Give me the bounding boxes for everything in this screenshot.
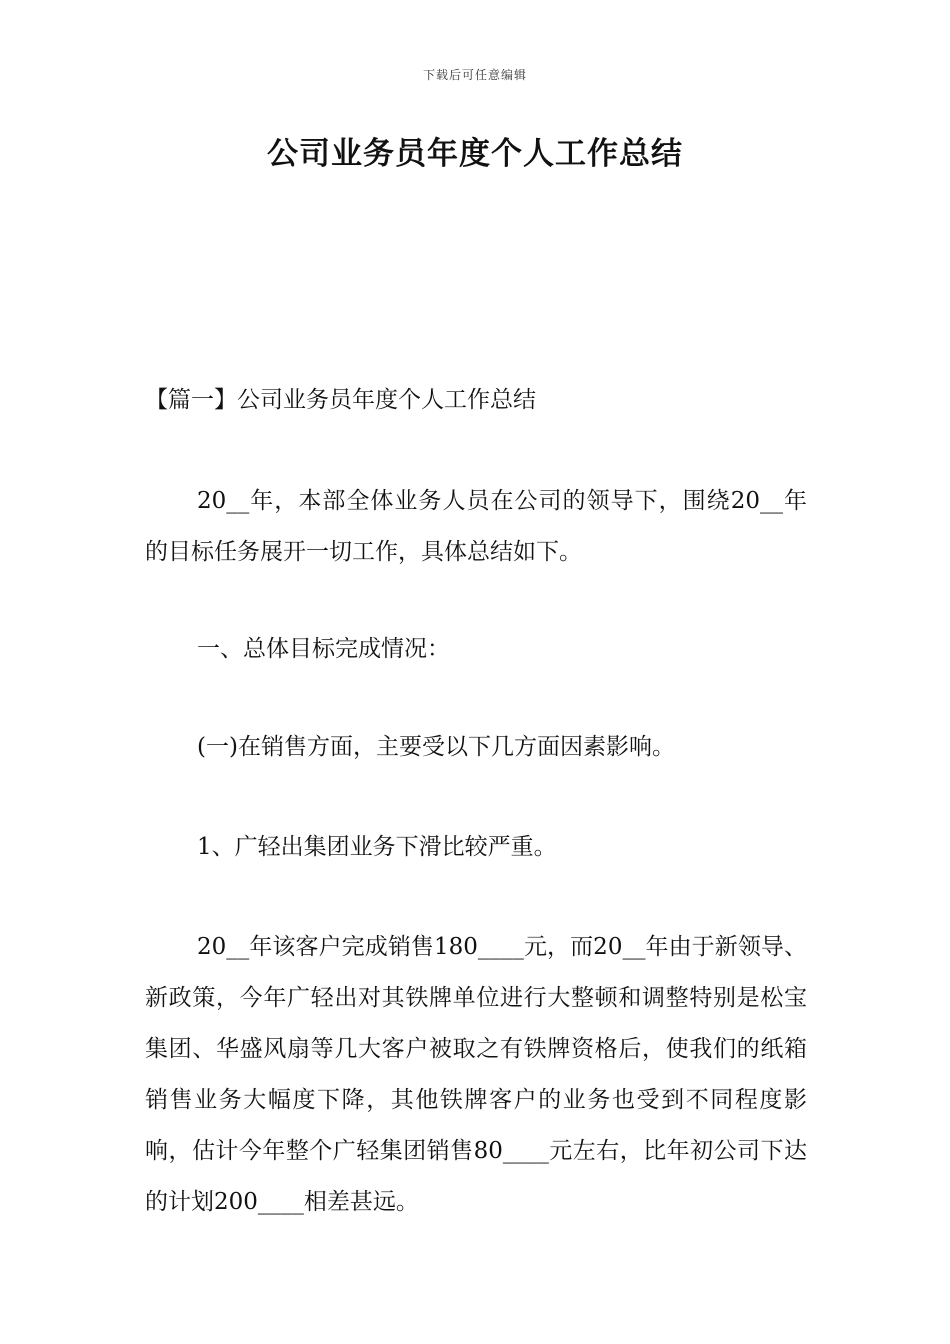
section-heading: 【篇一】公司业务员年度个人工作总结 xyxy=(145,387,536,413)
paragraph-text: 20__年该客户完成销售180____元，而20__年由于新领导、新政策，今年广轻出对其铁牌单位进行大整顿和调整特别是松宝集团、华盛风扇等几大客户被取之有铁牌资格后，使我们的纸箱销售业务大幅度下降，其他铁牌客户的业务也受到不同程度影响，估计今年整个广轻集团销售80____元左右，比年初公司下达的计划200____相差甚远。 xyxy=(145,934,807,1215)
paragraph-text: 一、总体目标完成情况： xyxy=(197,636,450,662)
paragraph-text: (一)在销售方面，主要受以下几方面因素影响。 xyxy=(197,734,675,760)
paragraph-sales-factors xyxy=(145,722,807,773)
document-title: 公司业务员年度个人工作总结 xyxy=(267,136,683,172)
paragraph-intro xyxy=(145,476,807,578)
page-header-note: 下载后可任意编辑 xyxy=(422,68,527,82)
paragraph-point-one xyxy=(145,822,807,873)
paragraph-detail xyxy=(145,922,807,1228)
paragraph-text: 1、广轻出集团业务下滑比较严重。 xyxy=(197,834,557,860)
paragraph-text: 20__年，本部全体业务人员在公司的领导下，围绕20__年的目标任务展开一切工作，具体总结如下。 xyxy=(145,488,807,565)
paragraph-goal-heading xyxy=(145,624,807,675)
